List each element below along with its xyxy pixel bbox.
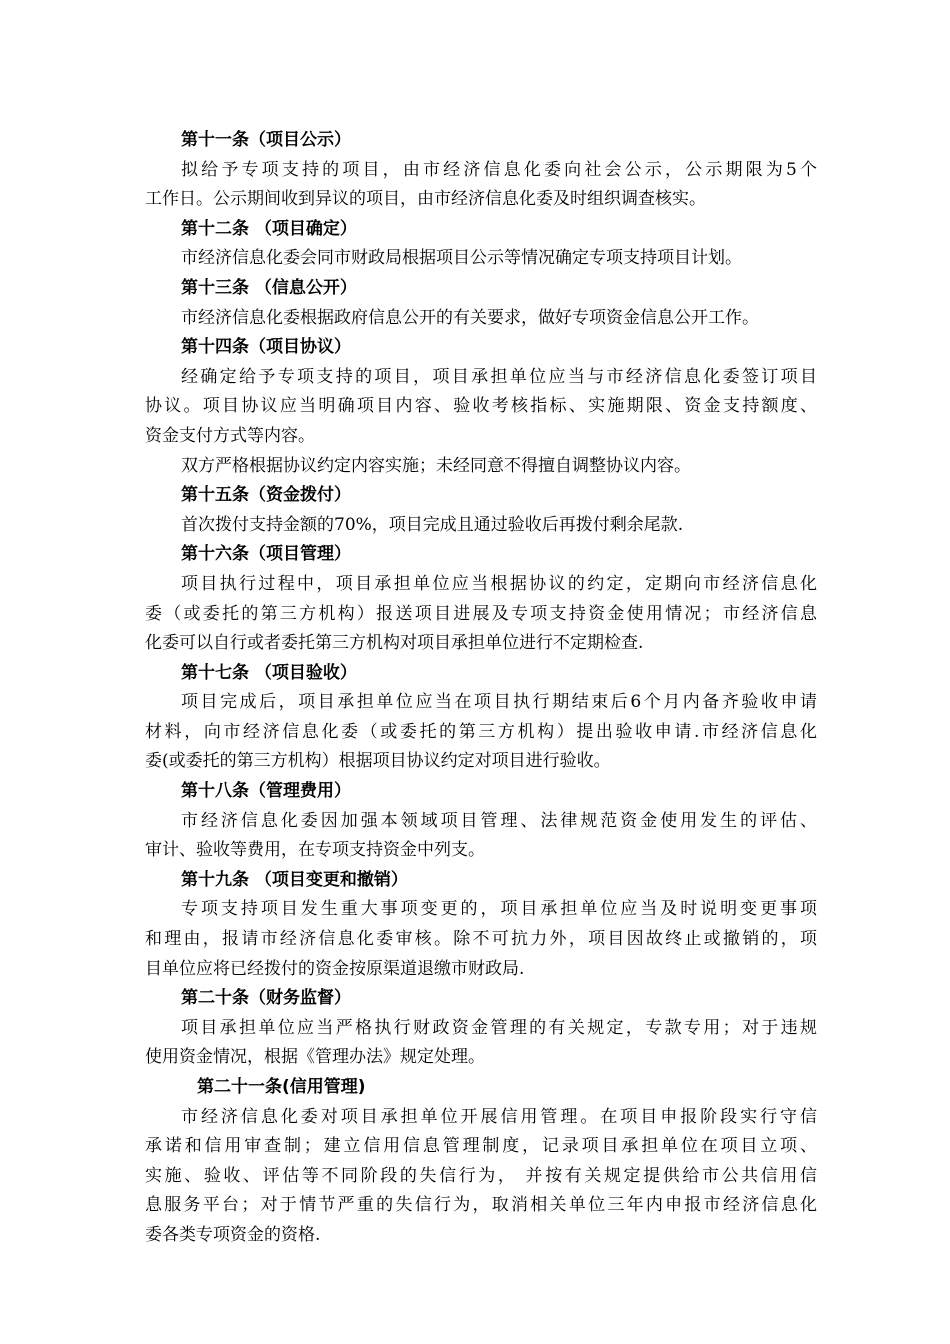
paragraph-line: 项目承担单位应当严格执行财政资金管理的有关规定，专款专用；对于违规 bbox=[181, 1017, 817, 1038]
article-heading: 第十五条（资金拨付） bbox=[181, 485, 351, 506]
paragraph-line: 和理由，报请市经济信息化委审核。除不可抗力外，项目因故终止或撤销的，项 bbox=[145, 929, 817, 950]
paragraph-line: 实施、验收、评估等不同阶段的失信行为， 并按有关规定提供给市公共信用信 bbox=[145, 1165, 817, 1186]
paragraph-line: 材料，向市经济信息化委（或委托的第三方机构）提出验收申请.市经济信息化 bbox=[145, 721, 817, 742]
article-heading: 第二十条（财务监督） bbox=[181, 988, 351, 1009]
paragraph-line: 项目完成后，项目承担单位应当在项目执行期结束后6个月内备齐验收申请 bbox=[181, 692, 817, 713]
article-heading: 第十二条 （项目确定） bbox=[181, 218, 357, 239]
paragraph-line: 资金支付方式等内容。 bbox=[145, 425, 315, 446]
paragraph-line: 双方严格根据协议约定内容实施；未经同意不得擅自调整协议内容。 bbox=[181, 455, 691, 476]
paragraph-line: 专项支持项目发生重大事项变更的，项目承担单位应当及时说明变更事项 bbox=[181, 899, 817, 920]
paragraph-line: 市经济信息化委会同市财政局根据项目公示等情况确定专项支持项目计划。 bbox=[181, 248, 742, 269]
document-page bbox=[145, 126, 817, 1251]
paragraph-line: 市经济信息化委对项目承担单位开展信用管理。在项目申报阶段实行守信 bbox=[181, 1106, 817, 1127]
article-heading: 第十七条 （项目验收） bbox=[181, 662, 357, 683]
paragraph-line: 息服务平台；对于情节严重的失信行为，取消相关单位三年内申报市经济信息化 bbox=[145, 1195, 817, 1216]
paragraph-line: 拟给予专项支持的项目，由市经济信息化委向社会公示，公示期限为5个 bbox=[181, 159, 817, 180]
paragraph-line: 项目执行过程中，项目承担单位应当根据协议的约定，定期向市经济信息化 bbox=[181, 573, 817, 594]
paragraph-line: 目单位应将已经拨付的资金按原渠道退缴市财政局. bbox=[145, 958, 525, 979]
article-heading: 第十六条（项目管理） bbox=[181, 544, 351, 565]
paragraph-line: 市经济信息化委因加强本领域项目管理、法律规范资金使用发生的评估、 bbox=[181, 810, 817, 831]
paragraph-line: 首次拨付支持金额的70%，项目完成且通过验收后再拨付剩余尾款. bbox=[181, 514, 684, 535]
paragraph-line: 协议。项目协议应当明确项目内容、验收考核指标、实施期限、资金支持额度、 bbox=[145, 396, 817, 417]
paragraph-line: 工作日。公示期间收到异议的项目，由市经济信息化委及时组织调查核实。 bbox=[145, 189, 706, 210]
paragraph-line: 委(或委托的第三方机构）根据项目协议约定对项目进行验收。 bbox=[145, 751, 611, 772]
article-heading: 第二十一条(信用管理) bbox=[197, 1077, 366, 1097]
paragraph-line: 审计、验收等费用，在专项支持资金中列支。 bbox=[145, 840, 485, 861]
paragraph-line: 承诺和信用审查制；建立信用信息管理制度，记录项目承担单位在项目立项、 bbox=[145, 1136, 817, 1157]
article-heading: 第十一条（项目公示） bbox=[181, 130, 351, 150]
paragraph-line: 经确定给予专项支持的项目，项目承担单位应当与市经济信息化委签订项目 bbox=[181, 366, 817, 387]
paragraph-line: 市经济信息化委根据政府信息公开的有关要求，做好专项资金信息公开工作。 bbox=[181, 307, 759, 328]
paragraph-line: 使用资金情况，根据《管理办法》规定处理。 bbox=[145, 1047, 485, 1068]
article-heading: 第十四条（项目协议） bbox=[181, 337, 351, 358]
article-heading: 第十八条（管理费用） bbox=[181, 781, 351, 802]
article-heading: 第十九条 （项目变更和撤销） bbox=[181, 869, 408, 890]
paragraph-line: 委各类专项资金的资格. bbox=[145, 1224, 321, 1245]
article-heading: 第十三条 （信息公开） bbox=[181, 277, 357, 298]
paragraph-line: 化委可以自行或者委托第三方机构对项目承担单位进行不定期检查. bbox=[145, 633, 644, 654]
paragraph-line: 委（或委托的第三方机构）报送项目进展及专项支持资金使用情况；市经济信息 bbox=[145, 603, 817, 624]
